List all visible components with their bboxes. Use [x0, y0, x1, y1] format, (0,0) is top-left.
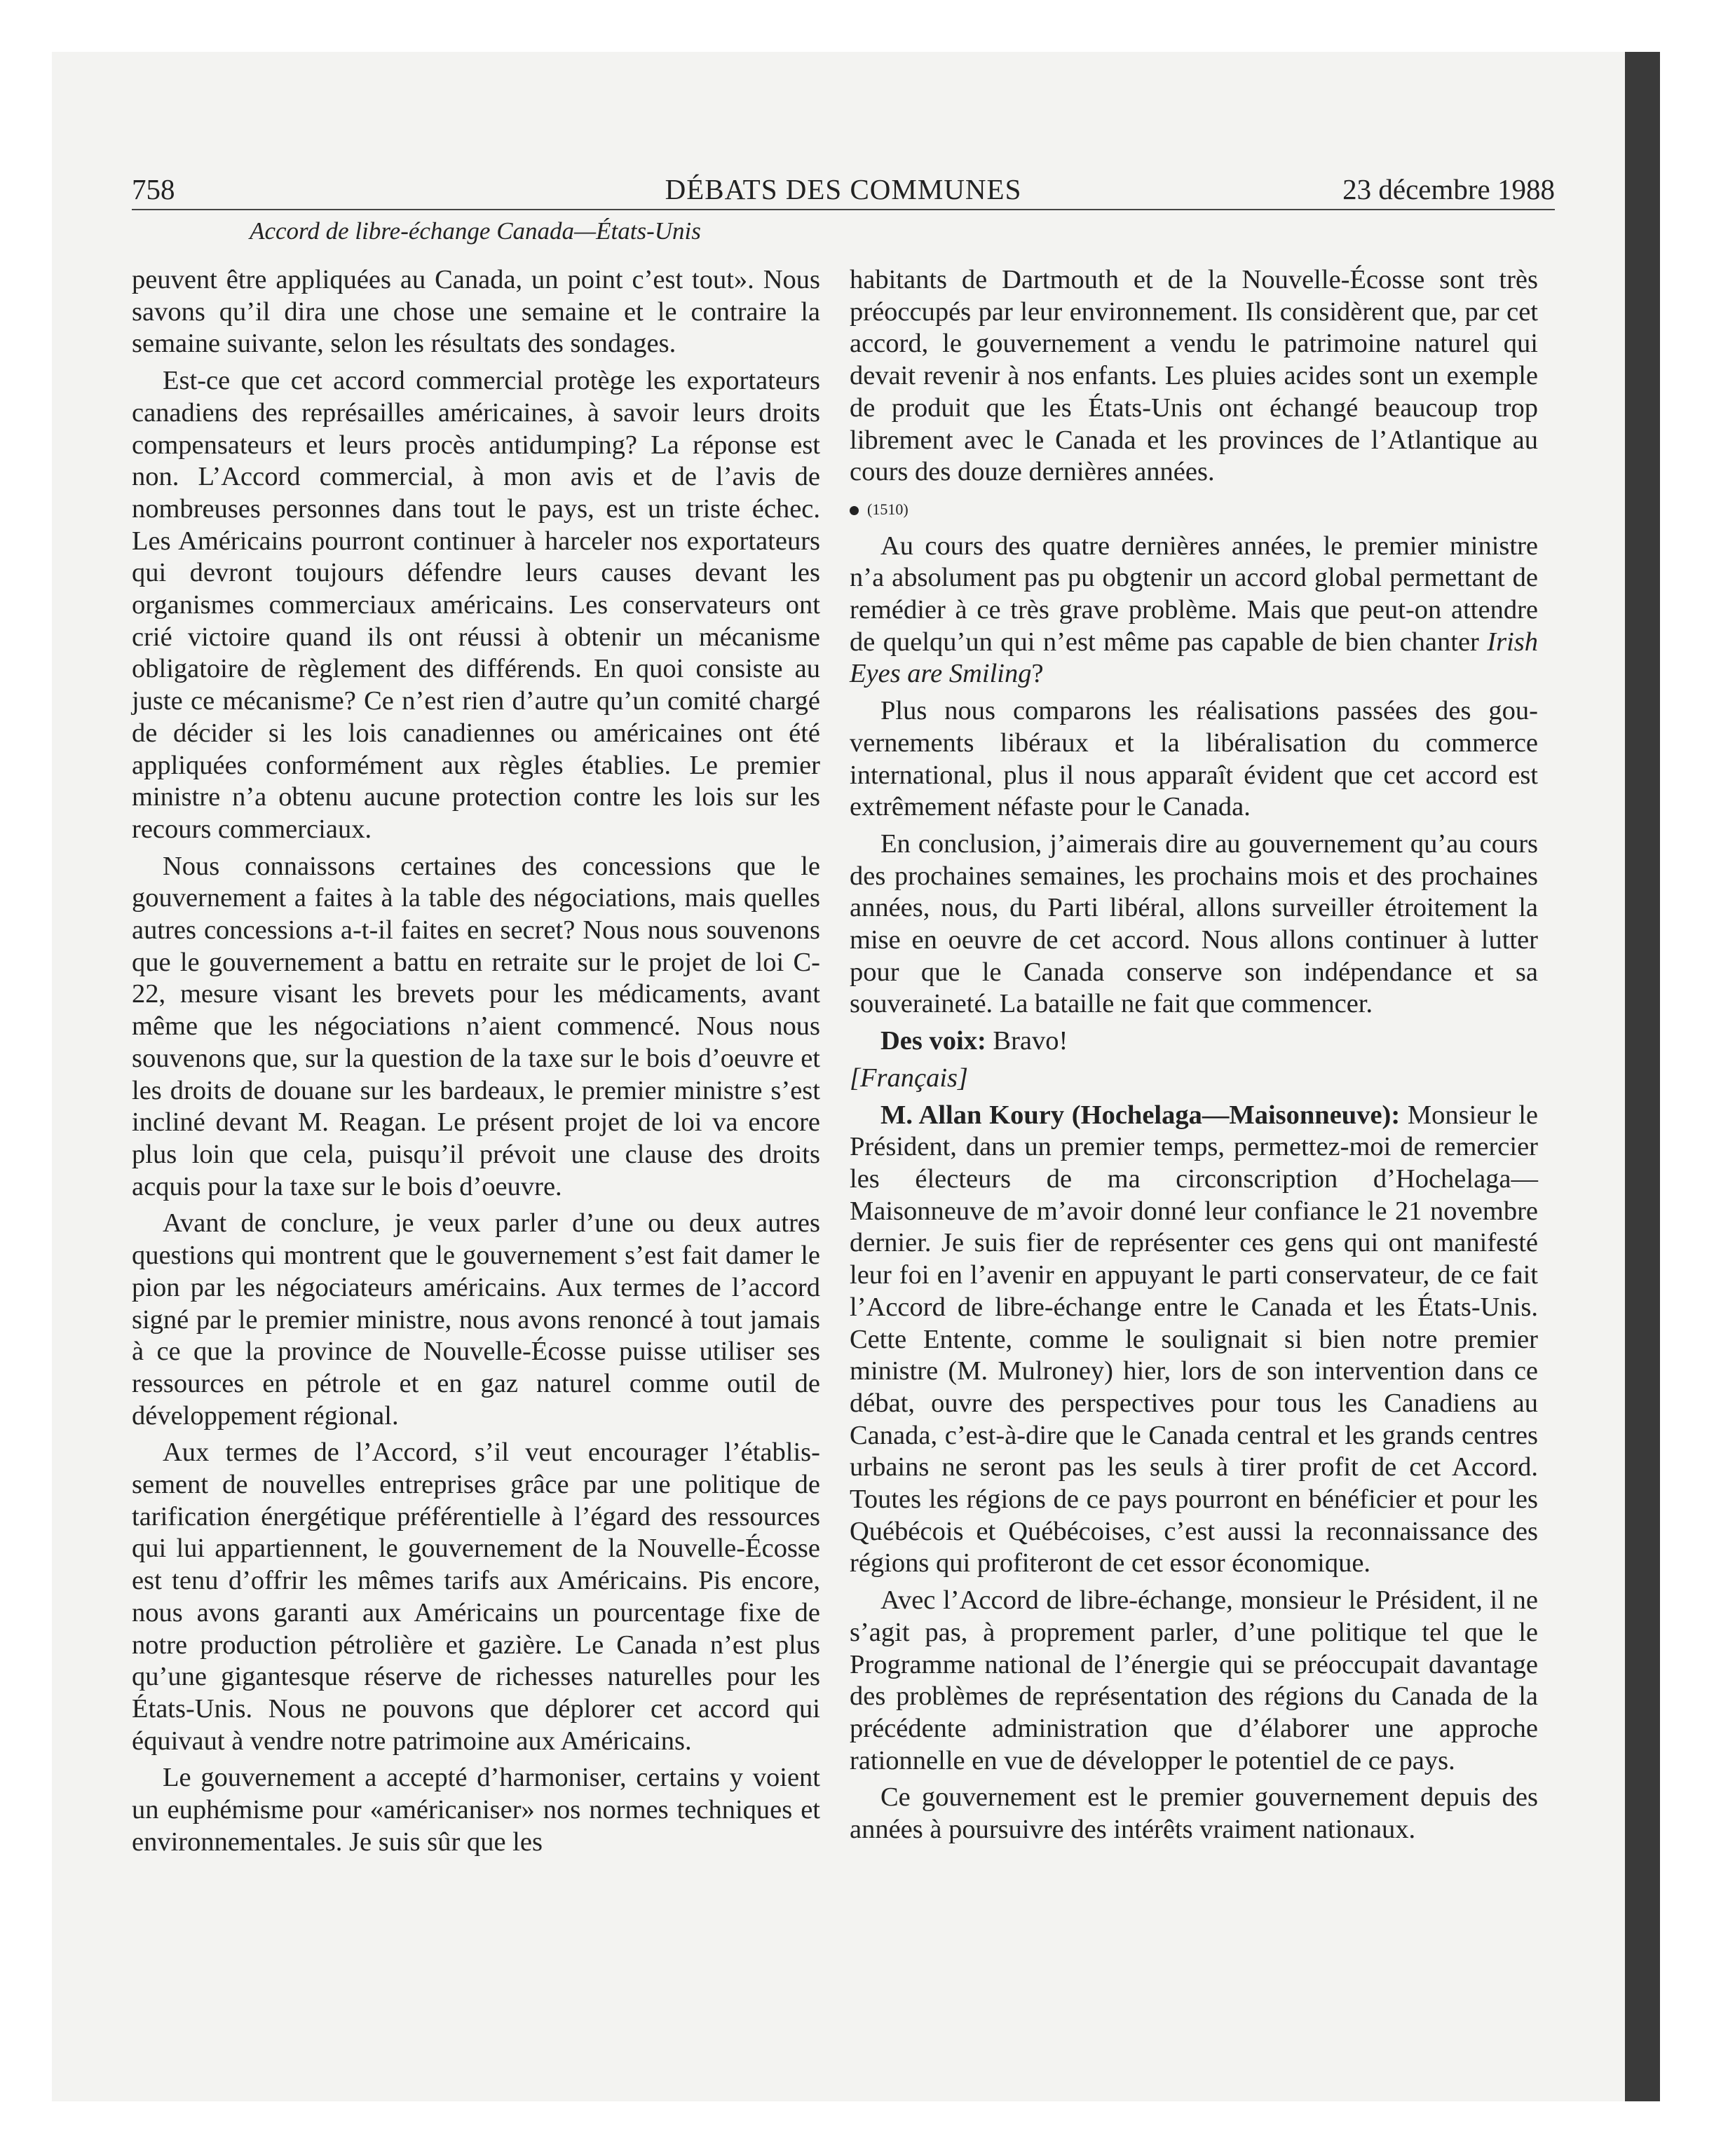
paragraph: Est-ce que cet accord commercial protège les exportateurs canadiens des représailles américaines, à savoir leurs droits compensateurs et leurs procès antidumping? La réponse est non. L’Accord commercial, à mon avis et de l’avis de nombreuses personnes dans tout le pays, est un triste échec. Les Américains pourront continuer à harceler nos exportateurs qui devront toujours défendre leurs causes devant les organismes commerciaux américains. Les conservateurs ont crié victoire quand ils ont réussi à obtenir un mécanisme obligatoire de règlement des différends. En quoi consiste au juste ce mécanisme? Ce n’est rien d’autre qu’un comité chargé de décider si les lois canadiennes ou américaines ont été appliquées conformément aux règles établies. Le premier ministre n’a obtenu aucune protection contre les lois sur les recours commerciaux.	[132, 366, 820, 844]
time-marker	[850, 493, 1538, 526]
interjection-text: Bravo!	[986, 1026, 1068, 1056]
interjection	[850, 1025, 1538, 1058]
paragraph: habitants de Dartmouth et de la Nouvelle-Écosse sont très préoccupés par leur environnement. Ils considèrent que, par cet accord, le gouvernement a vendu le patrimoine naturel qui devait revenir à nos enfants. Les pluies acides sont un exemple de produit que les États-Unis ont échangé beaucoup trop librement avec le Canada et les provinces de l’Atlantique au cours des douze dernières années.	[850, 265, 1538, 487]
page-header	[132, 168, 1555, 210]
language-tag: [Français]	[850, 1063, 968, 1093]
paragraph-end: ?	[1031, 659, 1044, 689]
section-subheading: Accord de libre-échange Canada—États-Unis	[250, 217, 701, 245]
speech-paragraph	[850, 1100, 1538, 1581]
paragraph: Avec l’Accord de libre-échange, monsieur le Président, il ne s’agit pas, à proprement parler, d’une politique tel que le Programme national de l’énergie qui se préoccupait davantage des problèmes de représentation des régions du Canada de la précédente administration que d’élaborer une approche rationnelle en vue de développer le potentiel de ce pays.	[850, 1585, 1538, 1775]
time-marker-label: (1510)	[867, 500, 909, 518]
paragraph-text: Au cours des quatre dernières années, le premier ministre n’a absolument pas pu obgtenir un accord global permettant de remédier à ce très grave problème. Mais que peut-on attendre de quelqu’un qui n’est même pas capable de bien chanter	[850, 531, 1538, 657]
left-column	[132, 264, 820, 1863]
page-number: 758	[132, 173, 175, 205]
paragraph: Aux termes de l’Accord, s’il veut encourager l’établissement de nouvelles entreprises grâce par une politique de tarification énergétique préférentielle à l’égard des ressources qui lui appartiennent, le gouvernement de la Nouvelle-Écosse est tenu d’offrir les mêmes tarifs aux Américains. Pis encore, nous avons garanti aux Américains un pourcentage fixe de notre production pétrolière et gazière. Le Canada n’est plus qu’une gigantesque réserve de richesses naturelles pour les États-Unis. Nous ne pouvons que déplorer cet accord qui équivaut à vendre notre patrimoine aux Américains.	[132, 1438, 820, 1756]
song-title: Irish Eyes are Smiling	[850, 627, 1538, 689]
paragraph: Nous connaissons certaines des concessions que le gouvernement a faites à la table des négociations, mais quelles autres concessions a-t-il faites en secret? Nous nous souvenons que le gouvernement a battu en retraite sur le projet de loi C-22, mesure visant les brevets pour les médicaments, avant même que les négociations n’aient commencé. Nous nous souvenons que, sur la question de la taxe sur le bois d’oeuvre et les droits de douane sur les bardeaux, le premier ministre s’est incliné devant M. Reagan. Le présent projet de loi va encore plus loin que cela, puisqu’il prévoit une clause des droits acquis pour la taxe sur le bois d’oeuvre.	[132, 851, 820, 1201]
speaker-name: M. Allan Koury (Hochelaga—Maisonneuve):	[880, 1100, 1401, 1130]
paragraph: Plus nous comparons les réalisations passées des gouvernements libéraux et la libéralisation du commerce international, plus il nous apparaît évident que cet accord est extrêmement néfaste pour le Canada.	[850, 696, 1538, 822]
scan-edge-shadow	[1625, 52, 1660, 2101]
publication-title: DÉBATS DES COMMUNES	[665, 173, 1022, 205]
right-column	[850, 264, 1538, 1851]
bullet-dot-icon	[850, 506, 859, 515]
page-date: 23 décembre 1988	[1342, 173, 1555, 205]
paragraph: peuvent être appliquées au Canada, un point c’est tout». Nous savons qu’il dira une chose une semaine et le contraire la semaine suivante, selon les résultats des sondages.	[132, 265, 820, 359]
speech-text: Monsieur le Président, dans un premier temps, permettez-moi de remercier les électeurs de ma circonscription d’Hochelaga—Maisonneuve de m’avoir donné leur confiance le 21 novembre dernier. Je suis fier de représenter ces gens qui ont manifesté leur foi en l’avenir en appuyant le parti conservateur, de ce fait l’Accord de libre-échange entre le Canada et les États-Unis. Cette Entente, comme le soulignait si bien notre premier ministre (M. Mulroney) hier, lors de son intervention dans ce débat, ouvre des perspectives pour tous les Canadiens au Canada, c’est-à-dire que le Canada central et les grands centres urbains ne seront pas les seuls à tirer profit de cet Accord. Toutes les régions de ce pays pourront en bénéficier et pour les Québécois et Québécoises, c’est aussi la reconnaissance des régions qui profiteront de cet essor économique.	[850, 1100, 1538, 1578]
paragraph: Le gouvernement a accepté d’harmoniser, certains y voient un euphémisme pour «américaniser» nos normes techniques et environnementales. Je suis sûr que les	[132, 1763, 820, 1857]
paragraph: Ce gouvernement est le premier gouvernement depuis des années à poursuivre des intérêts vraiment nationaux.	[850, 1782, 1538, 1845]
paragraph: Avant de conclure, je veux parler d’une ou deux autres questions qui montrent que le gouvernement s’est fait damer le pion par les négociateurs américains. Aux termes de l’accord signé par le premier ministre, nous avons renoncé à tout jamais à ce que la province de Nouvelle-Écosse puisse utiliser ses ressources en pétrole et en gaz naturel comme outil de développement régional.	[132, 1208, 820, 1431]
paragraph	[850, 531, 1538, 691]
speaker-name: Des voix:	[880, 1026, 986, 1056]
paragraph: En conclusion, j’aimerais dire au gouvernement qu’au cours des prochaines semaines, les prochains mois et des prochaines années, nous, du Parti libéral, allons surveiller étroitement la mise en oeuvre de cet accord. Nous allons continuer à lutter pour que le Canada conserve son indépendance et sa souveraineté. La bataille ne fait que commencer.	[850, 828, 1538, 1019]
